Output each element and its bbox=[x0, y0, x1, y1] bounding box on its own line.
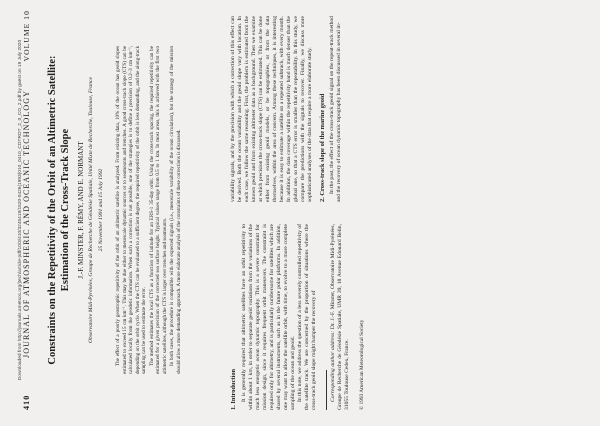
running-head bbox=[22, 10, 34, 410]
rotated-paper-page bbox=[20, 10, 580, 410]
abstract-paragraph: The effect of a poorly geostrophic repetitivity of the orbit of an altimetric satellite is analyzed. From existing data, 10% of the ocean has geoid slopes estimated to exceed 15 cm km⁻¹. This may be due either to mesoscale dynamic sources or to seamounts and trenches. A good cross-track slope (CTS) can be calculated locally from the geodetic information. When such a correction is not possible, one of the strategies is to define a precision of 0.2–3 cm km⁻¹, depending on the orbit cycle. When the CTS can be evaluated to a sufficient degree, the required repetitivity of the orbit is less demanding, and the along-track sampling can be used to estimate the error. bbox=[115, 46, 147, 374]
footnote bbox=[330, 224, 351, 410]
body-paragraph: variability signals, and by the precision with which a correction of this effect can be derived. Both the ocean variability and the geoid slope vary with location. In each case, we follow the same reasoning. First, the problem is estimated from the known geoid and from existing altimeter data as a background. Then we examine at which precision the cross-track slope (CTS) can be estimated. This can be done either from existing geoid models, or be topographies, or from the data themselves, within the area of concern. Among these techniques, it is interesting because it is easy to estimate a satellite on a repeated subtrack, with every month. In addition, the data coverage within the repetitivity band is much denser than the global one, so that a CTS error is smaller than the repeatability. In this study, we compare the predictions with the signals to recover. Finally, we discuss more sophisticated analyses of the data that require a more elaborate study. bbox=[230, 16, 313, 202]
abstract bbox=[115, 46, 183, 374]
right-column bbox=[230, 16, 343, 202]
abstract-paragraph: In both cases, the procedure is compatible with the expected signals (i.e., mesoscale variability of the ocean circulation), but the strategy of the mission should allow a more demanding approach. A more elaborate analysis of the constraints of these corrections is discussed. bbox=[169, 46, 182, 374]
volume-label: VOLUME 10 bbox=[22, 10, 31, 62]
received-dates: 25 November 1991 and 15 July 1992 bbox=[98, 168, 104, 252]
abstract-paragraph: The method estimates the local CTS as a function of latitude for an ERS-1 35-day orbit. Using the cross-track spacing, the required repetitivity can be estimated for a given precision of the corrected sea surface height. Typical values range from 0.5 to 1 km. In most areas, this is achieved with the first two altimetric satellites, although the CTS is larger over trenches and seamounts. bbox=[148, 46, 168, 374]
page-number: 410 bbox=[22, 394, 31, 410]
affiliation: Observatoire Midi-Pyrénées, Groupe de Recherche de Géodésie Spatiale, Unité Mixte de Recherche, Toulouse, France bbox=[88, 77, 94, 343]
footnote-text: Dr. J.-F. Minster, Observatoire Midi-Pyrénées, Groupe de Recherche de Géodésie Spatiale, UMR 39, 18 Avenue Edouard Belin, 31055 Toulouse Cedex, France. bbox=[330, 224, 350, 410]
section-heading-cross-track-slope: 2. Cross-track slope of the marine geoid bbox=[319, 93, 326, 202]
journal-name: JOURNAL OF ATMOSPHERIC AND OCEANIC TECHNOLOGY bbox=[22, 90, 31, 358]
copyright-notice: © 1993 American Meteorological Society bbox=[359, 319, 365, 410]
left-column bbox=[230, 224, 365, 410]
download-notice: Downloaded from http://journals.ametsoc.org/jtech/article-pdf/10/3/410/3245419/1520-0426(1993)010_0410_COTROT_2_0_CO_2.pdf by guest on 19 July 2020 bbox=[18, 39, 23, 381]
footnote-divider bbox=[326, 370, 327, 410]
title-line-2: Estimation of the Cross-Track Slope bbox=[60, 128, 71, 292]
paper-title bbox=[46, 10, 72, 410]
body-paragraph: In the past, the effect of the cross-track geoid signal on the repeat-track method and the recovery of ocean dynamic topography has been discussed in several in- bbox=[329, 16, 342, 202]
intro-paragraph: It is generally required that altimetric satellites have an orbit repetitivity to within about 1 km, in order to separate geoid variations from the variations of the much less energetic ocean dynamic topography. This is a severe constraint for mission design, since it requires frequent orbit maneuvers. The constraint is required only for altimetry, and is particularly cumbersome for satellites which are shared by several instruments, such as in the future polar platforms. In addition, one may want to allow the satellite orbit, with time, to evolve to a more complete sampling of the ocean and geoid. bbox=[241, 224, 296, 410]
footnote-title: Corresponding author address: bbox=[330, 330, 336, 402]
section-heading-introduction: 1. Introduction bbox=[230, 368, 237, 410]
title-line-1: Constraints on the Repetitivity of the Orbit of an Altimetric Satellite: bbox=[47, 55, 58, 365]
author-list: J.-F. MINSTER, F. RÉMY, AND E. NORMANT bbox=[77, 141, 85, 279]
intro-paragraph: In this note, we address the question of a less severely controlled repetitivity of the satellite track. We are concerned by the proportion of situations where the cross-track geoid slope might hamper the recovery of bbox=[297, 224, 317, 410]
